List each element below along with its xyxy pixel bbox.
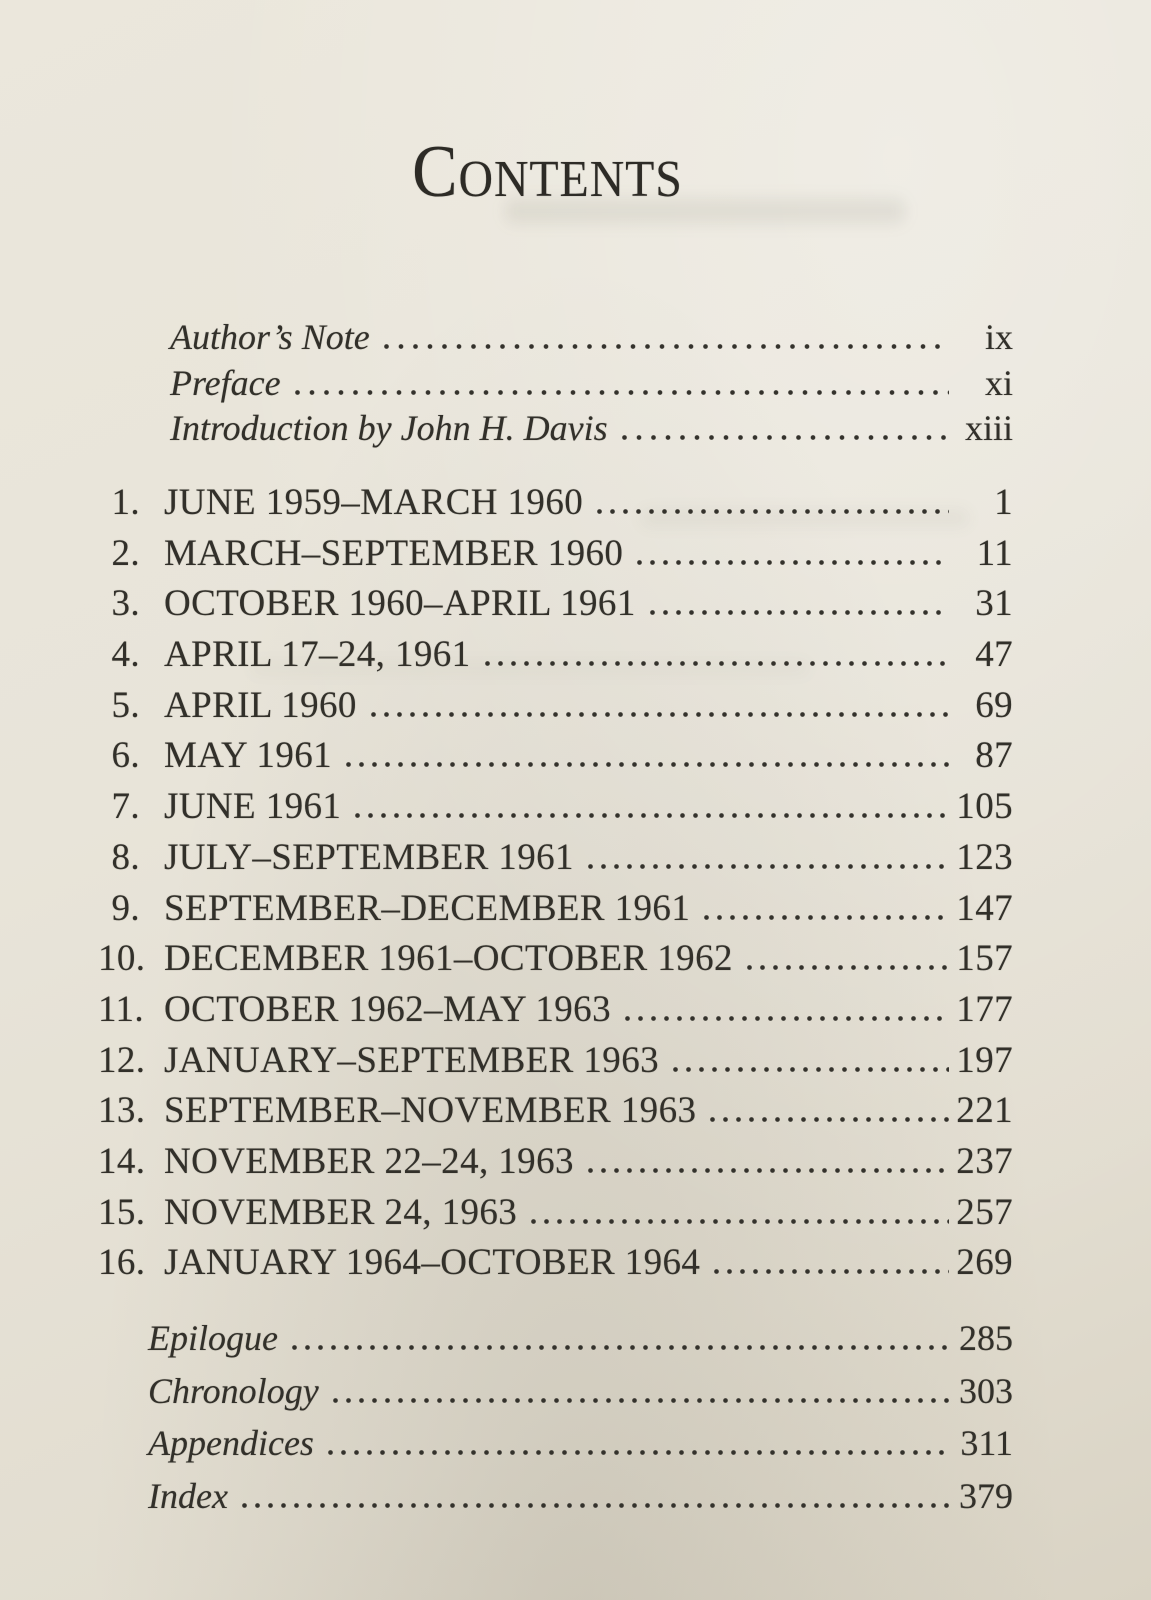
- page-number: 177: [956, 988, 1013, 1030]
- dot-leader: [355, 813, 949, 818]
- chapter-title: MARCH–SEPTEMBER 1960: [164, 532, 624, 574]
- chapter-title: NOVEMBER 24, 1963: [164, 1191, 518, 1233]
- entry-label: Introduction by John H. Davis: [170, 408, 608, 448]
- chapter-number: 11.: [98, 988, 145, 1030]
- toc-row: [98, 630, 1013, 681]
- toc-row: [98, 1036, 1013, 1087]
- page-number: 123: [956, 836, 1013, 878]
- entry-label: Chronology: [148, 1370, 319, 1411]
- chapter-number: 13.: [98, 1090, 146, 1132]
- dot-leader: [622, 435, 949, 440]
- toc-row: [98, 934, 1013, 985]
- chapter-number: 5.: [111, 684, 140, 726]
- dot-leader: [588, 864, 949, 869]
- chapter-title: OCTOBER 1962–MAY 1963: [164, 988, 611, 1030]
- dot-leader: [384, 344, 949, 349]
- dot-leader: [333, 1398, 949, 1403]
- dot-leader: [704, 915, 949, 920]
- chapter-title: DECEMBER 1961–OCTOBER 1962: [164, 938, 733, 980]
- chapter-title: APRIL 1960: [164, 684, 357, 726]
- toc-row: [98, 478, 1013, 529]
- dot-leader: [371, 712, 949, 717]
- chapter-number: 14.: [98, 1140, 146, 1182]
- entry-label: Appendices: [148, 1423, 314, 1463]
- toc-row: [98, 985, 1013, 1036]
- page-number: 379: [959, 1475, 1013, 1516]
- chapter-title: NOVEMBER 22–24, 1963: [164, 1140, 574, 1182]
- dot-leader: [710, 1117, 949, 1122]
- chapter-title: SEPTEMBER–NOVEMBER 1963: [164, 1090, 697, 1132]
- page-number: 47: [975, 634, 1013, 676]
- chapter-number: 10.: [98, 938, 146, 980]
- chapter-title: JUNE 1961: [164, 786, 342, 828]
- page-number: xi: [984, 362, 1013, 403]
- toc-row: [98, 681, 1013, 732]
- page-number: 11: [976, 532, 1013, 574]
- chapter-number: 4.: [111, 634, 140, 676]
- chapter-title: APRIL 17–24, 1961: [164, 634, 471, 676]
- toc-row: [98, 1365, 1013, 1418]
- page-number: 257: [956, 1191, 1013, 1233]
- front-matter-list: [98, 315, 1013, 452]
- toc-row: [98, 1086, 1013, 1137]
- chapter-number: 15.: [98, 1191, 146, 1233]
- dot-leader: [242, 1503, 949, 1508]
- toc-row: [98, 315, 1013, 361]
- chapter-number: 1.: [111, 482, 140, 523]
- dot-leader: [637, 560, 949, 565]
- toc-row: [98, 579, 1013, 630]
- entry-label: Author’s Note: [170, 317, 370, 357]
- toc-row: [98, 1137, 1013, 1188]
- toc-row: [98, 1312, 1013, 1365]
- page-number: 31: [975, 583, 1013, 625]
- dot-leader: [485, 661, 949, 666]
- toc-row: [98, 833, 1013, 884]
- page-number: 311: [960, 1423, 1013, 1463]
- chapter-title: MAY 1961: [164, 735, 333, 777]
- back-matter-list: [98, 1312, 1013, 1522]
- toc-row: [98, 884, 1013, 935]
- toc-row: [98, 1417, 1013, 1470]
- dot-leader: [292, 1345, 949, 1350]
- chapter-number: 7.: [111, 786, 140, 828]
- chapter-title: OCTOBER 1960–APRIL 1961: [164, 583, 636, 625]
- page-number: 269: [956, 1242, 1013, 1284]
- toc-row: [98, 406, 1013, 452]
- page-number: 237: [956, 1140, 1013, 1182]
- chapter-number: 12.: [98, 1039, 146, 1081]
- page-number: 303: [959, 1370, 1013, 1411]
- chapter-title: JANUARY 1964–OCTOBER 1964: [164, 1242, 701, 1284]
- toc-row: [98, 361, 1013, 407]
- page-number: 1: [994, 482, 1013, 523]
- page-number: ix: [984, 317, 1013, 357]
- page-title: Contents: [412, 131, 683, 213]
- dot-leader: [650, 610, 949, 615]
- page-number: 87: [975, 735, 1013, 777]
- dot-leader: [597, 509, 949, 514]
- toc-row: [98, 1470, 1013, 1523]
- chapter-number: 8.: [111, 836, 140, 878]
- toc-row: [98, 782, 1013, 833]
- chapter-title: JULY–SEPTEMBER 1961: [164, 836, 574, 878]
- dot-leader: [328, 1450, 949, 1455]
- page-number: 69: [975, 684, 1013, 726]
- dot-leader: [531, 1219, 949, 1224]
- page-number: 197: [956, 1039, 1013, 1081]
- chapter-title: JANUARY–SEPTEMBER 1963: [164, 1039, 660, 1081]
- page-number: xiii: [964, 408, 1013, 448]
- dot-leader: [714, 1269, 949, 1274]
- toc-row: [98, 1238, 1013, 1289]
- dot-leader: [588, 1168, 949, 1173]
- page-number: 285: [959, 1318, 1013, 1358]
- chapter-title: JUNE 1959–MARCH 1960: [164, 482, 584, 523]
- page-number: 105: [956, 786, 1013, 828]
- toc-row: [98, 529, 1013, 580]
- chapter-number: 3.: [111, 583, 140, 625]
- dot-leader: [295, 390, 949, 395]
- chapter-number: 2.: [111, 532, 140, 574]
- entry-label: Index: [148, 1475, 228, 1516]
- entry-label: Preface: [170, 362, 281, 403]
- chapter-number: 6.: [111, 735, 140, 777]
- page-number: 221: [956, 1090, 1013, 1132]
- dot-leader: [747, 965, 949, 970]
- page-number: 157: [956, 938, 1013, 980]
- chapter-number: 16.: [98, 1242, 146, 1284]
- chapter-title: SEPTEMBER–DECEMBER 1961: [164, 887, 691, 929]
- dot-leader: [673, 1067, 949, 1072]
- toc-row: [98, 1188, 1013, 1239]
- toc-row: [98, 731, 1013, 782]
- chapter-number: 9.: [111, 887, 140, 929]
- dot-leader: [625, 1016, 949, 1021]
- table-of-contents: [98, 478, 1013, 1289]
- dot-leader: [346, 762, 949, 767]
- entry-label: Epilogue: [148, 1318, 278, 1358]
- page-number: 147: [956, 887, 1013, 929]
